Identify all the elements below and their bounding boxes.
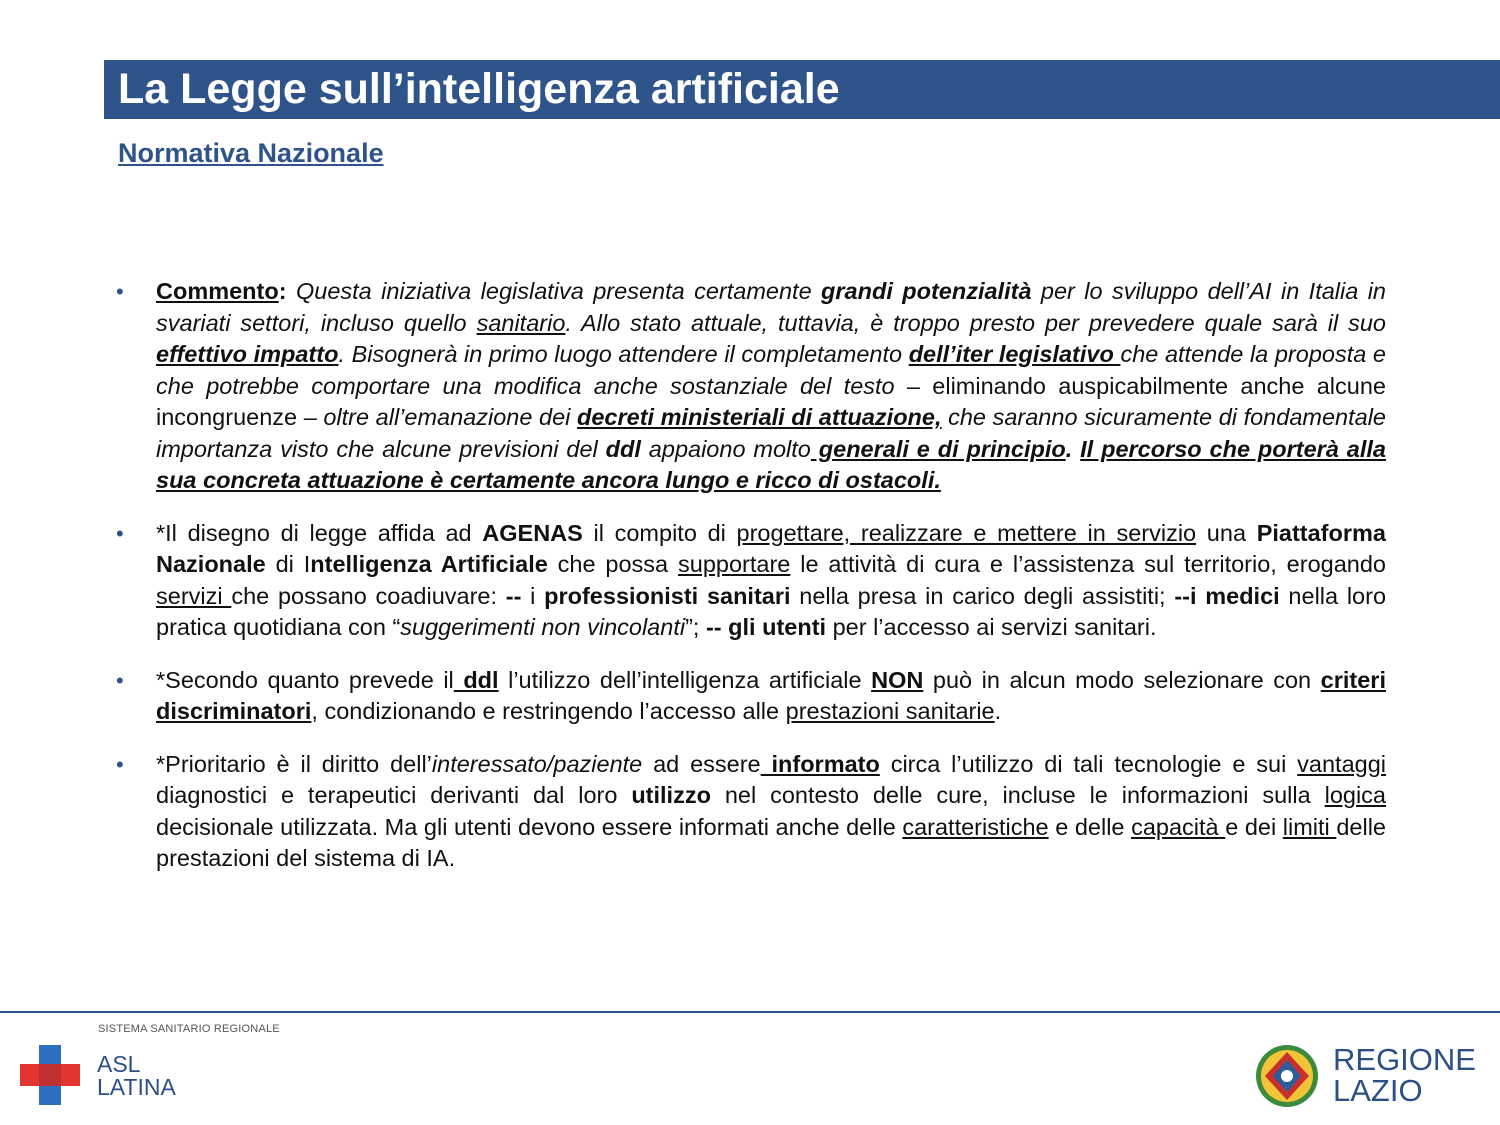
text-run: , condizionando e restringendo l’accesso alle: [311, 698, 786, 724]
text-run: dell’iter legislativo: [908, 341, 1121, 367]
text-run: nel contesto delle cure, incluse le informazioni sulla: [710, 782, 1325, 808]
bullet-dot-icon: •: [116, 520, 124, 546]
text-run: di I: [265, 551, 311, 577]
bullet-text: [156, 520, 1386, 641]
text-run: delle prestazioni del sistema di IA.: [156, 813, 1386, 871]
text-run: per lo sviluppo dell’AI in Italia in svariati settori, incluso quello: [156, 278, 1386, 336]
text-run: ad essere: [642, 750, 761, 777]
text-run: . Bisognerà in primo luogo attendere il completamento: [338, 341, 909, 367]
text-run: . Allo stato attuale, tuttavia, è troppo presto per prevedere quale sarà il suo: [565, 309, 1386, 336]
text-run: Questa iniziativa legislativa presenta certamente: [295, 278, 822, 304]
text-run: criteri discriminatori: [156, 666, 1386, 724]
text-run: ddl: [605, 435, 641, 462]
regione-lazio-logo: [1333, 1044, 1476, 1106]
text-run: progettare, realizzare e mettere in servizio: [736, 519, 1197, 546]
text-run: prestazioni sanitarie: [785, 698, 995, 724]
text-run: limiti: [1282, 813, 1337, 840]
text-run: Il percorso che porterà alla sua concreta attuazione è certamente ancora lungo e ricco di ostacoli.: [156, 435, 1386, 493]
bullet-dot-icon: •: [116, 279, 124, 304]
text-run: *Secondo quanto prevede il: [156, 666, 454, 693]
bullet-dot-icon: •: [116, 667, 124, 693]
text-run: nella presa in carico degli assistiti;: [790, 582, 1175, 609]
text-run: servizi: [156, 582, 232, 609]
asl-line: ASL: [97, 1051, 141, 1077]
text-run: *Prioritario è il diritto dell’: [156, 750, 432, 777]
text-run: *Il disegno di legge affida ad: [156, 519, 483, 546]
text-run: decreti ministeriali di attuazione,: [576, 404, 942, 430]
text-run: appaiono molto: [640, 435, 811, 462]
asl-cross-logo-icon: [20, 1045, 80, 1105]
text-run: che attende la proposta e che potrebbe comportare una modifica anche sostanziale del testo: [156, 341, 1387, 399]
bullet-non-discriminazione: [108, 665, 1386, 728]
regione-line: REGIONE: [1333, 1042, 1476, 1077]
text-run: --i medici: [1174, 582, 1280, 609]
text-run: effettivo impatto: [156, 341, 339, 367]
text-run: ddl: [453, 666, 499, 693]
text-run: che possa: [547, 551, 678, 577]
latina-line: LATINA: [97, 1074, 176, 1100]
text-run: .: [994, 698, 1002, 724]
text-run: e delle: [1048, 813, 1132, 840]
lazio-line: LAZIO: [1333, 1073, 1423, 1108]
text-run: suggerimenti non vincolanti: [400, 614, 686, 640]
text-run: grandi potenzialità: [821, 278, 1032, 304]
bullet-agenas: [108, 518, 1386, 644]
bullet-text: [156, 751, 1386, 872]
text-run: caratteristiche: [902, 813, 1049, 840]
text-run: --: [505, 582, 522, 609]
bullet-diritto-informazione: [108, 749, 1386, 875]
text-run: – eliminando auspicabilmente anche alcune incongruenze –: [156, 372, 1386, 430]
text-run: ntelligenza Artificiale: [310, 551, 548, 577]
bullet-commento: [108, 276, 1386, 497]
bullet-list: [108, 276, 1386, 896]
slide-title: La Legge sull’intelligenza artificiale: [118, 65, 840, 113]
slide-title-bar: [104, 60, 1500, 119]
text-run: :: [278, 278, 296, 304]
text-run: l’utilizzo dell’intelligenza artificiale: [498, 666, 872, 693]
text-run: diagnostici e terapeutici derivanti dal loro: [156, 782, 632, 808]
sistema-sanitario-label: SISTEMA SANITARIO REGIONALE: [98, 1023, 280, 1035]
text-run: le attività di cura e l’assistenza sul territorio, erogando: [790, 551, 1386, 577]
text-run: professionisti sanitari: [544, 582, 791, 609]
text-run: supportare: [678, 551, 791, 577]
footer-divider: [0, 1011, 1500, 1013]
slide-subtitle: Normativa Nazionale: [118, 138, 384, 168]
bullet-text: [156, 278, 1386, 493]
text-run: che possano coadiuvare:: [231, 582, 506, 609]
text-run: interessato/paziente: [431, 750, 643, 777]
text-run: generali e di principio: [810, 435, 1066, 462]
text-run: NON: [871, 666, 924, 693]
text-run: vantaggi: [1297, 750, 1387, 777]
text-run: che saranno sicuramente di fondamentale importanza visto che alcune previsioni del: [156, 404, 1386, 462]
text-run: .: [1065, 435, 1081, 462]
text-run: ”;: [685, 614, 706, 640]
asl-latina-logo: [97, 1053, 176, 1099]
text-run: logica: [1324, 782, 1386, 808]
text-run: Commento: [156, 278, 279, 304]
text-run: il compito di: [582, 519, 737, 546]
text-run: una: [1196, 519, 1257, 546]
bullet-text: [156, 667, 1386, 725]
text-run: sanitario: [476, 309, 566, 336]
text-run: AGENAS: [482, 519, 583, 546]
text-run: nella loro pratica quotidiana con “: [156, 582, 1387, 640]
text-run: circa l’utilizzo di tali tecnologie e sui: [879, 750, 1298, 777]
text-run: può in alcun modo selezionare con: [923, 666, 1321, 693]
regione-lazio-emblem-icon: [1254, 1043, 1320, 1109]
text-run: i: [521, 582, 545, 609]
text-run: capacità: [1131, 813, 1226, 840]
text-run: informato: [760, 750, 880, 777]
text-run: oltre all’emanazione dei: [323, 404, 577, 430]
text-run: per l’accesso ai servizi sanitari.: [826, 614, 1157, 640]
text-run: decisionale utilizzata. Ma gli utenti devono essere informati anche delle: [156, 813, 903, 840]
text-run: utilizzo: [631, 782, 711, 808]
text-run: -- gli utenti: [705, 614, 827, 640]
text-run: Piattaforma Nazionale: [156, 519, 1386, 577]
bullet-dot-icon: •: [116, 751, 124, 777]
text-run: e dei: [1225, 813, 1283, 840]
